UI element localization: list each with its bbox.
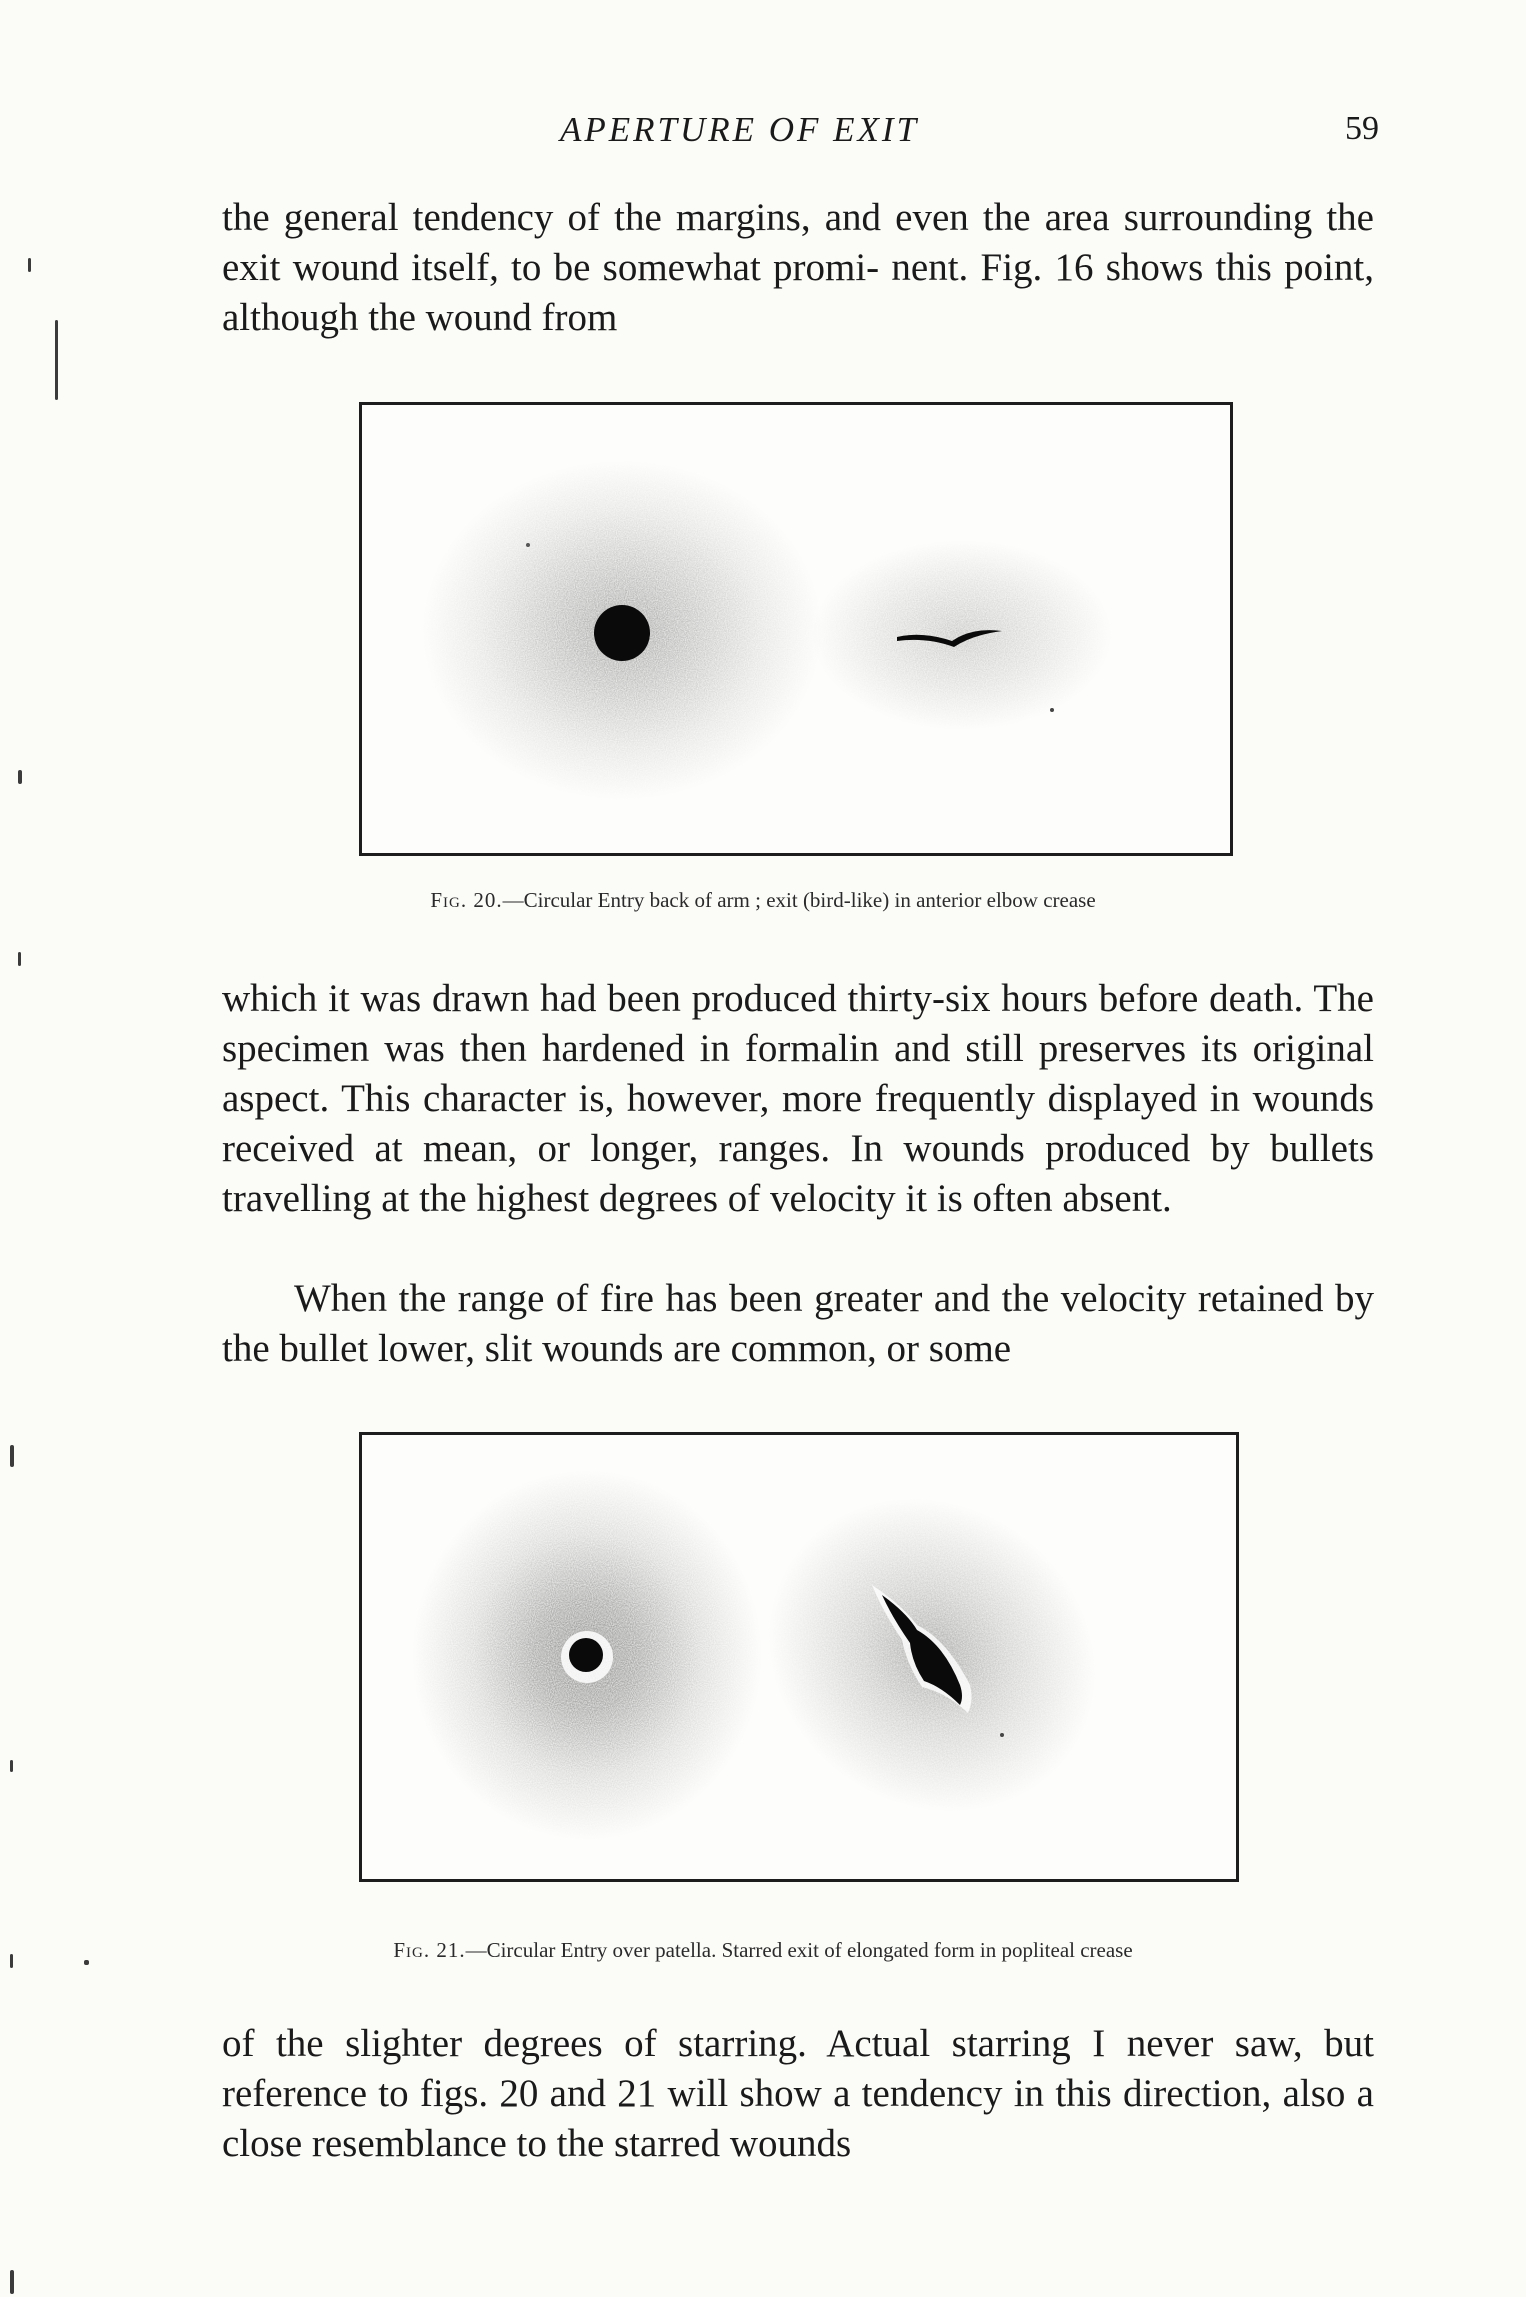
body-paragraph-4: of the slighter degrees of starring. Actual starring I never saw, but reference to figs. 20 and 21 will show a tendency in this direction, also a close resemblance to the starred wounds (222, 2022, 1374, 2165)
page-number: 59 (1345, 110, 1379, 147)
margin-speck (18, 952, 21, 966)
circular-entry-wound (569, 1638, 603, 1672)
speck (1000, 1733, 1004, 1737)
figure-21-illustration (359, 1432, 1239, 1882)
figure-20-caption-text: —Circular Entry back of arm ; exit (bird-like) in anterior elbow crease (502, 888, 1096, 912)
figure-21-label: Fig. 21. (393, 1938, 466, 1962)
speck (526, 543, 530, 547)
figure-21-caption-text: —Circular Entry over patella. Starred exit of elongated form in popliteal crease (465, 1938, 1133, 1962)
body-paragraph-1: the general tendency of the margins, and even the area surrounding the exit wound itself, to be somewhat promi- nent. Fig. 16 shows this point, although the wound from (222, 196, 1374, 339)
running-title: APERTURE OF EXIT (560, 110, 920, 149)
speck (1050, 708, 1054, 712)
figure-20-drawing (362, 405, 1230, 853)
figure-21-caption (0, 1938, 1526, 1963)
margin-speck (10, 2270, 14, 2294)
figure-20-illustration (359, 402, 1233, 856)
figure-20-label: Fig. 20. (430, 888, 503, 912)
running-head (0, 110, 1526, 160)
margin-speck (84, 1960, 89, 1965)
circular-entry-wound (594, 605, 650, 661)
margin-speck (28, 258, 31, 272)
exit-wound-halo (812, 540, 1112, 730)
body-paragraph-3: When the range of fire has been greater and the velocity retained by the bullet lower, slit wounds are common, or some (222, 1277, 1374, 1370)
figure-20-caption (0, 888, 1526, 913)
margin-speck (10, 1445, 14, 1467)
margin-speck (55, 320, 58, 400)
margin-speck (18, 770, 22, 784)
body-paragraph-2: which it was drawn had been produced thirty-six hours before death. The specimen was then hardened in formalin and still preserves its original aspect. This character is, however, more frequently displayed in wounds received at mean, or longer, ranges. In wounds produced by bullets travelling at the highest degrees of velocity it is often absent. (222, 977, 1374, 1220)
margin-speck (10, 1760, 13, 1772)
figure-21-drawing (362, 1435, 1236, 1879)
margin-speck (10, 1954, 13, 1968)
